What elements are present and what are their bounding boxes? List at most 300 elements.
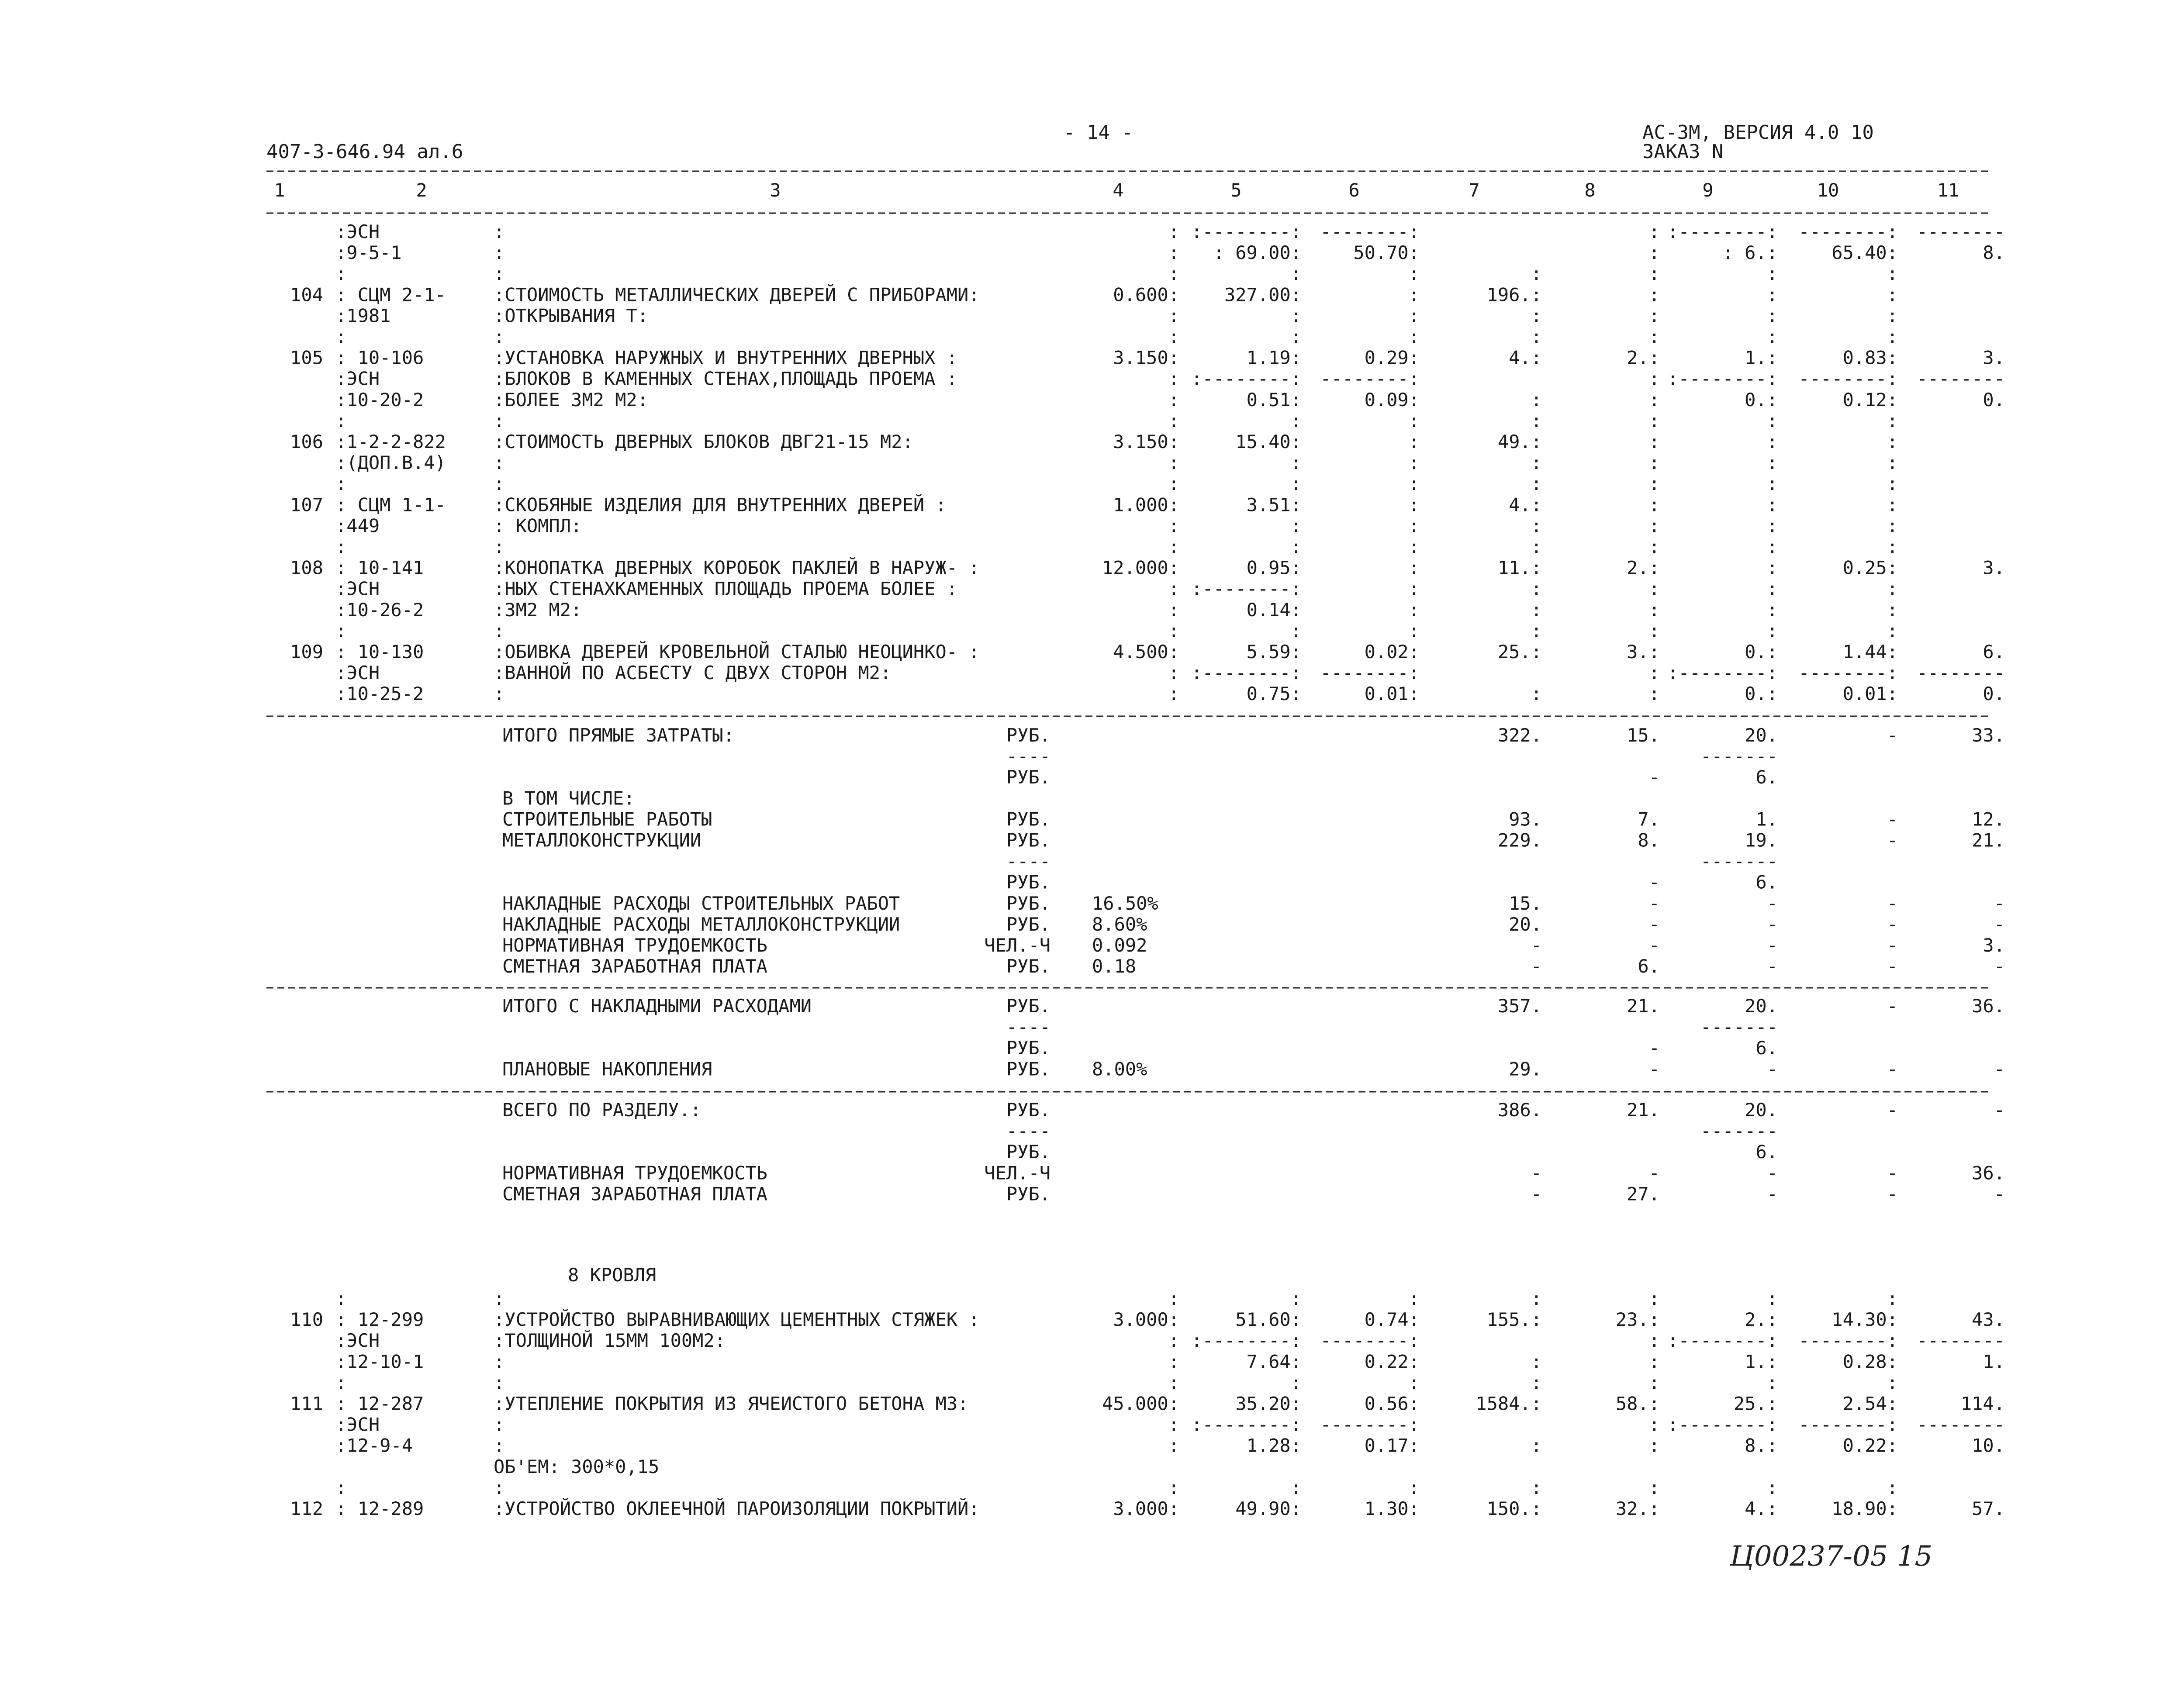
cell-c5: :	[1290, 452, 1302, 474]
summary-unit: РУБ.	[1006, 766, 1051, 788]
summary-c7: 322.	[1497, 725, 1542, 746]
summary-c8: -	[1648, 1058, 1660, 1080]
cell-c9: : 6.:	[1722, 242, 1778, 264]
cell-c2: :	[335, 263, 347, 285]
cell-c2: :12-10-1	[335, 1351, 424, 1373]
summary-c8: -	[1648, 892, 1660, 914]
cell-c2: :1981	[335, 305, 391, 327]
cell-c8: 2.:	[1627, 557, 1660, 579]
cell-c6: --------:	[1320, 221, 1420, 242]
cell-c8: :	[1648, 452, 1660, 474]
cell-c7: :	[1531, 1351, 1542, 1373]
cell-c9: :	[1766, 431, 1778, 452]
cell-c2: :(ДОП.В.4)	[335, 452, 446, 474]
summary-unit: РУБ.	[1006, 913, 1051, 935]
cell-c3: ОБ'ЕМ: 300*0,15	[494, 1456, 660, 1477]
summary-c9: -------	[1700, 1120, 1778, 1142]
cell-c8: 2.:	[1627, 347, 1660, 369]
summary-c8: 27.	[1627, 1183, 1660, 1205]
cell-c9: :	[1766, 494, 1778, 516]
summary-c11: 33.	[1972, 725, 2005, 746]
cell-c6: :	[1408, 620, 1420, 642]
cell-c3: :	[494, 1288, 505, 1309]
summary-c10: -	[1887, 1162, 1898, 1184]
cell-c6: 0.17:	[1364, 1435, 1420, 1456]
cell-c9: 25.:	[1733, 1393, 1778, 1415]
cell-c3: :	[494, 263, 505, 285]
summary-c11: -	[1994, 1099, 2005, 1121]
cell-c3: :УТЕПЛЕНИЕ ПОКРЫТИЯ ИЗ ЯЧЕИСТОГО БЕТОНА М3:	[494, 1393, 969, 1415]
summary-unit: РУБ.	[1006, 956, 1051, 977]
summary-rate: 8.00%	[1092, 1058, 1147, 1080]
cell-c10: 0.25:	[1842, 557, 1898, 579]
cell-c8: :	[1648, 599, 1660, 621]
summary-c7: 357.	[1497, 995, 1542, 1017]
cell-c5: 15.40:	[1235, 431, 1302, 452]
cell-c7: :	[1531, 410, 1542, 431]
cell-c6: :	[1408, 473, 1420, 495]
cell-c2: :1-2-2-822	[335, 431, 446, 452]
cell-c11: --------	[1916, 662, 2005, 684]
cell-c7: 49.:	[1497, 431, 1542, 452]
summary-label: В ТОМ ЧИСЛЕ:	[502, 787, 635, 809]
cell-c10: --------:	[1798, 368, 1898, 390]
summary-unit: РУБ.	[1006, 1141, 1051, 1163]
cell-c9: 4.:	[1745, 1498, 1778, 1519]
cell-c2: : 12-287	[335, 1393, 424, 1415]
cell-c8: :	[1648, 1372, 1660, 1394]
summary-c10: -	[1887, 725, 1898, 746]
cell-c2: :	[335, 620, 347, 642]
cell-c10: :	[1887, 305, 1898, 327]
cell-c5: :--------:	[1191, 368, 1302, 390]
cell-c4: :	[1168, 620, 1179, 642]
cell-c8: :	[1648, 1435, 1660, 1456]
summary-unit: РУБ.	[1006, 829, 1051, 851]
cell-c8: :	[1648, 242, 1660, 264]
cell-c11: 114.	[1960, 1393, 2005, 1415]
cell-c4: :	[1168, 1288, 1179, 1309]
cell-c6: 0.09:	[1364, 389, 1420, 411]
cell-c2: :ЭСН	[335, 221, 380, 242]
cell-c4: :	[1168, 221, 1179, 242]
cell-c2: :9-5-1	[335, 242, 402, 264]
summary-label: НОРМАТИВНАЯ ТРУДОЕМКОСТЬ	[502, 1162, 767, 1184]
cell-c8: :	[1648, 431, 1660, 452]
cell-c8: :	[1648, 683, 1660, 705]
cell-c3: :	[494, 1372, 505, 1394]
cell-c5: :--------:	[1191, 1330, 1302, 1352]
summary-c10: -	[1887, 956, 1898, 977]
summary-c9: -------	[1700, 745, 1778, 767]
cell-c8: 58.:	[1615, 1393, 1660, 1415]
cell-c5: :--------:	[1191, 578, 1302, 600]
cell-c6: :	[1408, 410, 1420, 431]
cell-c6: :	[1408, 1288, 1420, 1309]
cell-c10: 0.12:	[1842, 389, 1898, 411]
cell-c2: :ЭСН	[335, 1414, 380, 1435]
summary-c9: -	[1766, 1058, 1778, 1080]
cell-c8: :	[1648, 284, 1660, 306]
summary-c11: 3.	[1983, 935, 2005, 956]
cell-c2: :ЭСН	[335, 1330, 380, 1352]
cell-c4: 0.600:	[1113, 284, 1179, 306]
cell-c2: : 10-106	[335, 347, 424, 369]
summary-unit: ----	[1006, 745, 1051, 767]
cell-c8: :	[1648, 473, 1660, 495]
cell-c9: :	[1766, 536, 1778, 558]
summary-c10: -	[1887, 935, 1898, 956]
cell-c10: :	[1887, 452, 1898, 474]
cell-c8: :	[1648, 536, 1660, 558]
cell-c11: 8.	[1983, 242, 2005, 264]
cell-c5: :	[1290, 620, 1302, 642]
cell-c3: :	[494, 221, 505, 242]
cell-c4: :	[1168, 1435, 1179, 1456]
summary-c11: -	[1994, 956, 2005, 977]
cell-c5: 49.90:	[1235, 1498, 1302, 1519]
summary-c8: 7.	[1638, 808, 1660, 830]
cell-c4: :	[1168, 1351, 1179, 1373]
cell-c4: :	[1168, 326, 1179, 348]
summary-unit: РУБ.	[1006, 808, 1051, 830]
cell-c3: :	[494, 452, 505, 474]
cell-c9: :	[1766, 473, 1778, 495]
summary-unit: ----	[1006, 1016, 1051, 1038]
cell-c6: 0.56:	[1364, 1393, 1420, 1415]
cell-c10: 0.83:	[1842, 347, 1898, 369]
summary-c7: -	[1531, 956, 1542, 977]
summary-unit: РУБ.	[1006, 892, 1051, 914]
summary-c7: 93.	[1509, 808, 1542, 830]
cell-c8: :	[1648, 1288, 1660, 1309]
cell-c4: :	[1168, 473, 1179, 495]
cell-c4: :	[1168, 1414, 1179, 1435]
cell-c3: :УСТРОЙСТВО ОКЛЕЕЧНОЙ ПАРОИЗОЛЯЦИИ ПОКРЫТИЙ:	[494, 1498, 980, 1519]
summary-c10: -	[1887, 1058, 1898, 1080]
summary-label: НОРМАТИВНАЯ ТРУДОЕМКОСТЬ	[502, 935, 767, 956]
cell-c10: :	[1887, 494, 1898, 516]
column-number-1: 1	[274, 179, 285, 201]
summary-section-total	[502, 1099, 2005, 1204]
cell-c8: :	[1648, 515, 1660, 537]
cell-c2: :ЭСН	[335, 368, 380, 390]
cell-c7: 4.:	[1509, 494, 1542, 516]
cell-c10: --------:	[1798, 662, 1898, 684]
cell-c10: 14.30:	[1832, 1309, 1898, 1331]
cell-c6: :	[1408, 599, 1420, 621]
cell-c4: 12.000:	[1102, 557, 1179, 579]
summary-c9: 1.	[1755, 808, 1778, 830]
cell-c5: 7.64:	[1246, 1351, 1302, 1373]
summary-unit: РУБ.	[1006, 1058, 1051, 1080]
cell-c1: 106	[290, 431, 323, 452]
cell-c6: 0.01:	[1364, 683, 1420, 705]
cell-c11: --------	[1916, 1330, 2005, 1352]
cell-c4: :	[1168, 536, 1179, 558]
cell-c8: :	[1648, 1414, 1660, 1435]
cell-c9: 1.:	[1745, 1351, 1778, 1373]
cell-c2: :ЭСН	[335, 578, 380, 600]
summary-rate: 0.092	[1092, 935, 1147, 956]
cell-c7: :	[1531, 536, 1542, 558]
cell-c9: 0.:	[1745, 641, 1778, 662]
cell-c3: :	[494, 326, 505, 348]
cell-c1: 108	[290, 557, 323, 579]
cell-c2: : 10-130	[335, 641, 424, 662]
cell-c11: 1.	[1983, 1351, 2005, 1373]
cell-c3: :СКОБЯНЫЕ ИЗДЕЛИЯ ДЛЯ ВНУТРЕННИХ ДВЕРЕЙ :	[494, 494, 947, 516]
cell-c8: :	[1648, 620, 1660, 642]
cell-c7: 155.:	[1486, 1309, 1542, 1331]
summary-c8: -	[1648, 913, 1660, 935]
summary-c11: 36.	[1972, 995, 2005, 1017]
cell-c4: :	[1168, 452, 1179, 474]
cell-c4: :	[1168, 1372, 1179, 1394]
summary-c7: 386.	[1497, 1099, 1542, 1121]
summary-c10: -	[1887, 1099, 1898, 1121]
summary-c8: 8.	[1638, 829, 1660, 851]
summary-c9: -	[1766, 913, 1778, 935]
cell-c7: :	[1531, 1435, 1542, 1456]
cell-c5: 1.28:	[1246, 1435, 1302, 1456]
summary-c8: -	[1648, 766, 1660, 788]
summary-c8: 21.	[1627, 1099, 1660, 1121]
cell-c4: 3.000:	[1113, 1498, 1179, 1519]
cell-c9: :	[1766, 578, 1778, 600]
summary-rate: 8.60%	[1092, 913, 1147, 935]
cell-c7: :	[1531, 389, 1542, 411]
cell-c8: :	[1648, 389, 1660, 411]
summary-c8: -	[1648, 1162, 1660, 1184]
cell-c9: 1.:	[1745, 347, 1778, 369]
cell-c3: :	[494, 1435, 505, 1456]
cell-c6: :	[1408, 578, 1420, 600]
cell-c2: :ЭСН	[335, 662, 380, 684]
cell-c10: :	[1887, 284, 1898, 306]
cell-c11: 10.	[1972, 1435, 2005, 1456]
cell-c9: :	[1766, 557, 1778, 579]
cell-c6: :	[1408, 1477, 1420, 1498]
cell-c3: :	[494, 1477, 505, 1498]
cell-c5: 3.51:	[1246, 494, 1302, 516]
cell-c9: :	[1766, 1372, 1778, 1394]
cell-c5: :--------:	[1191, 662, 1302, 684]
summary-c7: 15.	[1509, 892, 1542, 914]
cell-c11: 43.	[1972, 1309, 2005, 1331]
summary-c9: -	[1766, 1183, 1778, 1205]
cell-c11: 3.	[1983, 347, 2005, 369]
cell-c2: : 12-299	[335, 1309, 424, 1331]
summary-c9: -	[1766, 935, 1778, 956]
cell-c9: :--------:	[1667, 1330, 1778, 1352]
cell-c9: :	[1766, 326, 1778, 348]
cell-c2: :12-9-4	[335, 1435, 413, 1456]
summary-c9: 6.	[1755, 1037, 1778, 1059]
cell-c9: :	[1766, 1288, 1778, 1309]
column-number-9: 9	[1702, 179, 1714, 201]
cell-c8: :	[1648, 305, 1660, 327]
cell-c4: 45.000:	[1102, 1393, 1179, 1415]
cell-c10: :	[1887, 515, 1898, 537]
cell-c6: :	[1408, 1372, 1420, 1394]
summary-unit: ----	[1006, 850, 1051, 872]
cell-c6: :	[1408, 452, 1420, 474]
column-number-7: 7	[1469, 179, 1480, 201]
cell-c5: :	[1290, 305, 1302, 327]
cell-c9: :	[1766, 599, 1778, 621]
cell-c7: :	[1531, 305, 1542, 327]
cell-c4: :	[1168, 599, 1179, 621]
cell-c3: :	[494, 620, 505, 642]
cell-c2: : СЦМ 2-1-	[335, 284, 446, 306]
cell-c8: :	[1648, 263, 1660, 285]
cell-c10: :	[1887, 326, 1898, 348]
summary-unit: РУБ.	[1006, 1037, 1051, 1059]
column-number-10: 10	[1817, 179, 1839, 201]
summary-c8: 15.	[1627, 725, 1660, 746]
cell-c9: 0.:	[1745, 683, 1778, 705]
cell-c6: :	[1408, 431, 1420, 452]
summary-c11: -	[1994, 1183, 2005, 1205]
cell-c7: :	[1531, 599, 1542, 621]
cell-c8: :	[1648, 578, 1660, 600]
cell-c7: :	[1531, 578, 1542, 600]
summary-c7: -	[1531, 1162, 1542, 1184]
cell-c8: 32.:	[1615, 1498, 1660, 1519]
cell-c6: --------:	[1320, 1330, 1420, 1352]
cell-c5: 0.95:	[1246, 557, 1302, 579]
summary-direct-costs	[502, 725, 2005, 977]
summary-c11: 36.	[1972, 1162, 2005, 1184]
cell-c5: :	[1290, 1477, 1302, 1498]
cell-c5: :--------:	[1191, 221, 1302, 242]
column-number-4: 4	[1113, 179, 1124, 201]
summary-unit: ЧЕЛ.-Ч	[984, 1162, 1051, 1184]
summary-c9: 20.	[1745, 1099, 1778, 1121]
cell-c1: 111	[290, 1393, 323, 1415]
cell-c7: 196.:	[1486, 284, 1542, 306]
cell-c9: :	[1766, 263, 1778, 285]
cell-c3: :СТОИМОСТЬ ДВЕРНЫХ БЛОКОВ ДВГ21-15 М2:	[494, 431, 913, 452]
cell-c10: :	[1887, 473, 1898, 495]
cell-c1: 112	[290, 1498, 323, 1519]
cell-c7: :	[1531, 1288, 1542, 1309]
cell-c2: :	[335, 1372, 347, 1394]
cell-c11: 3.	[1983, 557, 2005, 579]
summary-label: НАКЛАДНЫЕ РАСХОДЫ МЕТАЛЛОКОНСТРУКЦИИ	[502, 913, 900, 935]
summary-c7: -	[1531, 935, 1542, 956]
cell-c9: :	[1766, 515, 1778, 537]
cell-c8: 3.:	[1627, 641, 1660, 662]
cell-c8: :	[1648, 410, 1660, 431]
cell-c9: :	[1766, 1477, 1778, 1498]
cell-c10: :	[1887, 1372, 1898, 1394]
summary-label: ВСЕГО ПО РАЗДЕЛУ.:	[502, 1099, 702, 1121]
cell-c4: :	[1168, 389, 1179, 411]
cell-c4: :	[1168, 1477, 1179, 1498]
summary-label: СМЕТНАЯ ЗАРАБОТНАЯ ПЛАТА	[502, 956, 767, 977]
cell-c8: :	[1648, 1477, 1660, 1498]
cell-c5: :	[1290, 410, 1302, 431]
cell-c7: :	[1531, 263, 1542, 285]
cell-c6: 0.22:	[1364, 1351, 1420, 1373]
summary-c8: 21.	[1627, 995, 1660, 1017]
summary-c7: 20.	[1509, 913, 1542, 935]
summary-c11: -	[1994, 892, 2005, 914]
summary-c10: -	[1887, 1183, 1898, 1205]
cell-c3: :УСТРОЙСТВО ВЫРАВНИВАЮЩИХ ЦЕМЕНТНЫХ СТЯЖЕК :	[494, 1309, 980, 1331]
cell-c6: :	[1408, 515, 1420, 537]
cell-c2: :	[335, 410, 347, 431]
summary-c9: 20.	[1745, 995, 1778, 1017]
cell-c3: :БЛОКОВ В КАМЕННЫХ СТЕНАХ,ПЛОЩАДЬ ПРОЕМА :	[494, 368, 958, 390]
cell-c3: :	[494, 410, 505, 431]
cell-c1: 104	[290, 284, 323, 306]
cell-c6: :	[1408, 494, 1420, 516]
cell-c8: 23.:	[1615, 1309, 1660, 1331]
cell-c5: :--------:	[1191, 1414, 1302, 1435]
cell-c4: 3.150:	[1113, 347, 1179, 369]
summary-label: НАКЛАДНЫЕ РАСХОДЫ СТРОИТЕЛЬНЫХ РАБОТ	[502, 892, 900, 914]
summary-c9: 6.	[1755, 871, 1778, 893]
cell-c6: --------:	[1320, 368, 1420, 390]
cell-c4: 1.000:	[1113, 494, 1179, 516]
cell-c9: :	[1766, 452, 1778, 474]
cell-c4: 3.150:	[1113, 431, 1179, 452]
cell-c7: 150.:	[1486, 1498, 1542, 1519]
cell-c10: :	[1887, 1477, 1898, 1498]
cell-c6: :	[1408, 305, 1420, 327]
cell-c8: :	[1648, 1351, 1660, 1373]
cell-c7: :	[1531, 473, 1542, 495]
handwritten-note: Ц00237-05 15	[1730, 1540, 1933, 1573]
summary-c9: 6.	[1755, 766, 1778, 788]
cell-c3: :ТОЛЩИНОЙ 15ММ 100М2:	[494, 1330, 726, 1352]
cell-c4: :	[1168, 515, 1179, 537]
cell-c5: 5.59:	[1246, 641, 1302, 662]
summary-c9: -------	[1700, 1016, 1778, 1038]
summary-c10: -	[1887, 829, 1898, 851]
cell-c11: --------	[1916, 221, 2005, 242]
cell-c9: :	[1766, 284, 1778, 306]
cell-c2: :	[335, 326, 347, 348]
cell-c9: :	[1766, 410, 1778, 431]
cell-c2: :	[335, 1288, 347, 1309]
cell-c4: :	[1168, 662, 1179, 684]
cell-c10: :	[1887, 536, 1898, 558]
cell-c3: :	[494, 683, 505, 705]
cell-c9: 8.:	[1745, 1435, 1778, 1456]
summary-c11: -	[1994, 913, 2005, 935]
summary-label: ПЛАНОВЫЕ НАКОПЛЕНИЯ	[502, 1058, 712, 1080]
cell-c4: :	[1168, 305, 1179, 327]
summary-c10: -	[1887, 913, 1898, 935]
cell-c6: 0.74:	[1364, 1309, 1420, 1331]
cell-c9: :--------:	[1667, 1414, 1778, 1435]
summary-c8: 6.	[1638, 956, 1660, 977]
summary-c8: -	[1648, 935, 1660, 956]
cell-c9: 2.:	[1745, 1309, 1778, 1331]
cell-c7: :	[1531, 1477, 1542, 1498]
cell-c4: :	[1168, 578, 1179, 600]
cell-c10: :	[1887, 263, 1898, 285]
cell-c11: 57.	[1972, 1498, 2005, 1519]
document-code: 407-3-646.94 ал.6	[266, 141, 463, 163]
cell-c3: :	[494, 242, 505, 264]
cell-c3: :	[494, 1351, 505, 1373]
cell-c6: --------:	[1320, 1414, 1420, 1435]
